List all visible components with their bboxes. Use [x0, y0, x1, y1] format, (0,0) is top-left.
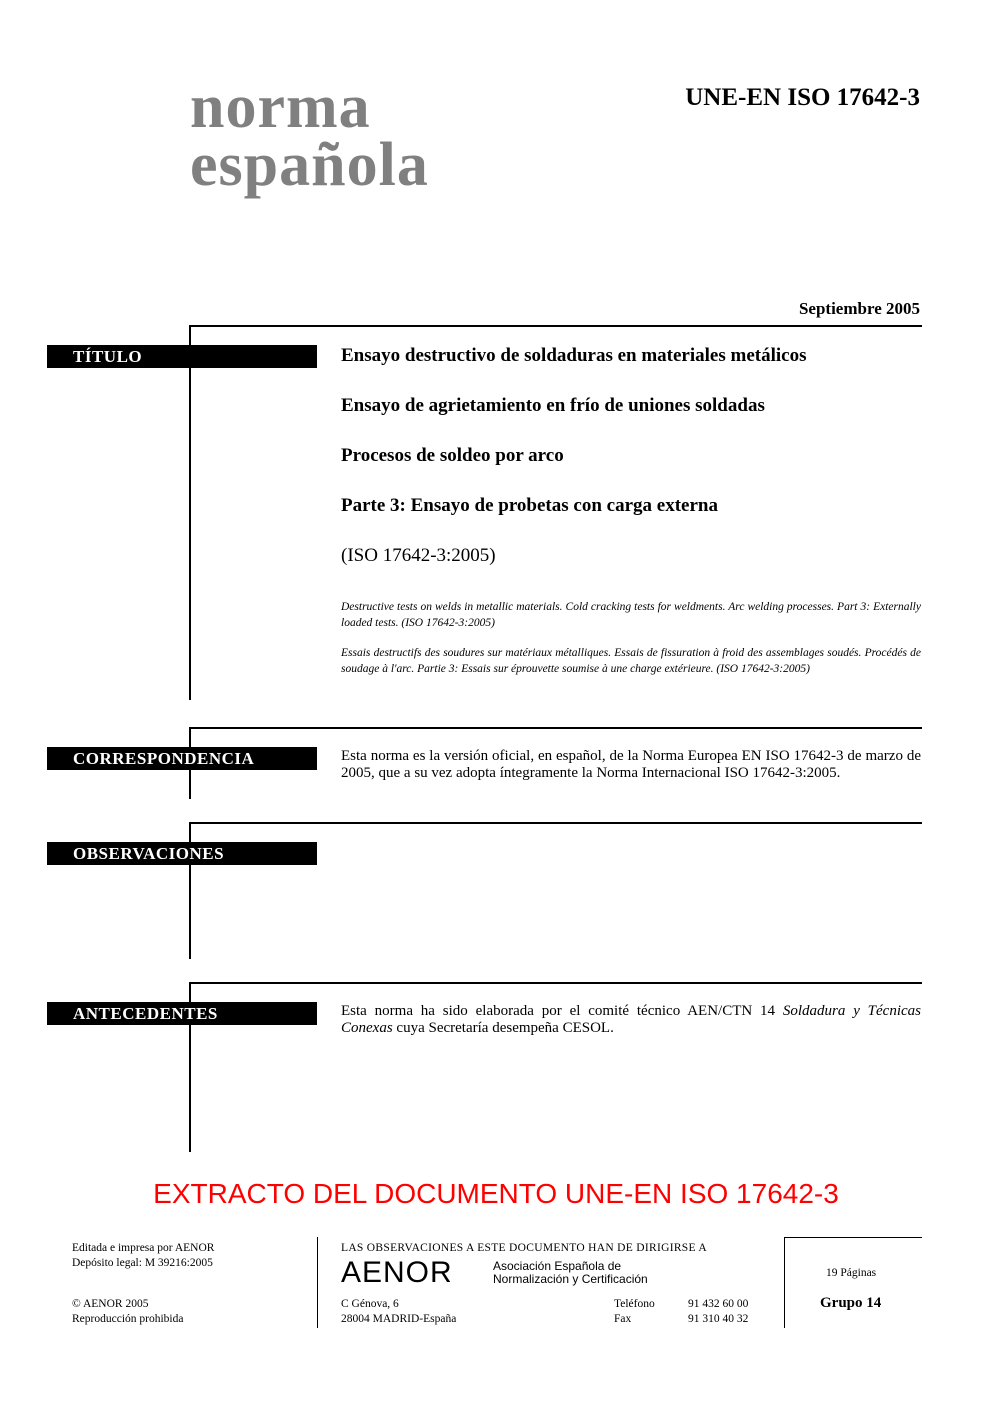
- footer-box-top: [784, 1237, 922, 1238]
- titulo-rule: [189, 325, 922, 327]
- address-line-1: C Génova, 6: [341, 1298, 399, 1310]
- aenor-name-line-2: Normalización y Certificación: [493, 1272, 648, 1286]
- address-line-2: 28004 MADRID-España: [341, 1313, 457, 1325]
- publication-date: Septiembre 2005: [798, 299, 920, 318]
- extract-notice: EXTRACTO DEL DOCUMENTO UNE-EN ISO 17642-3: [153, 1178, 839, 1209]
- deposito-legal: Depósito legal: M 39216:2005: [72, 1257, 213, 1269]
- titulo-vrule: [189, 325, 191, 700]
- copyright: © AENOR 2005: [72, 1298, 149, 1310]
- contact-numbers: [688, 1297, 748, 1327]
- title-line-4: Parte 3: Ensayo de probetas con carga externa: [341, 495, 718, 516]
- observaciones-dirigirse: LAS OBSERVACIONES A ESTE DOCUMENTO HAN DE DIRIGIRSE A: [341, 1242, 707, 1254]
- antecedentes-text-after: cuya Secretaría desempeña CESOL.: [392, 1020, 614, 1036]
- antecedentes-text-before: Esta norma ha sido elaborada por el comité técnico AEN/CTN 14: [341, 1003, 783, 1019]
- telefono-label: Teléfono: [614, 1298, 655, 1310]
- footer-copyright: [72, 1297, 183, 1327]
- aenor-name-line-1: Asociación Española de: [493, 1259, 622, 1273]
- fax-number: 91 310 40 32: [688, 1313, 749, 1325]
- aenor-logo: AENOR: [341, 1256, 453, 1289]
- aenor-full-name: [493, 1260, 648, 1286]
- fax-label: Fax: [614, 1313, 632, 1325]
- aenor-address: [341, 1297, 456, 1327]
- french-title: Essais destructifs des soudures sur matériaux métalliques. Essais de fissuration à froid des assemblages soudés. Procédés de soudage à l'arc. Partie 3: Essais sur éprouvette soumise à une charge extérieure. (ISO 17642-3:2005): [341, 647, 921, 675]
- page-count: 19 Páginas: [826, 1267, 877, 1279]
- antecedentes-rule: [189, 982, 922, 984]
- title-line-2: Ensayo de agrietamiento en frío de uniones soldadas: [341, 395, 765, 416]
- english-title: Destructive tests on welds in metallic materials. Cold cracking tests for weldments. Arc welding processes. Part 3: Externally loaded tests. (ISO 17642-3:2005): [341, 601, 921, 629]
- title-line-3: Procesos de soldeo por arco: [341, 445, 564, 466]
- brand-line-1: norma: [190, 73, 371, 141]
- correspondencia-rule: [189, 727, 922, 729]
- antecedentes-label: ANTECEDENTES: [47, 1002, 317, 1025]
- contact-labels: [614, 1297, 655, 1327]
- reproduction-notice: Reproducción prohibida: [72, 1313, 184, 1325]
- edited-by: Editada e impresa por AENOR: [72, 1242, 215, 1254]
- iso-reference: (ISO 17642-3:2005): [341, 545, 496, 566]
- observaciones-rule: [189, 822, 922, 824]
- correspondencia-text: Esta norma es la versión oficial, en español, de la Norma Europea EN ISO 17642-3 de marzo de 2005, que a su vez adopta íntegramente la Norma Internacional ISO 17642-3:2005.: [341, 748, 921, 781]
- footer-divider-right: [784, 1237, 785, 1328]
- brand-line-2: española: [190, 131, 429, 199]
- correspondencia-label: CORRESPONDENCIA: [47, 747, 317, 770]
- committee-name: Soldadura y Técnicas Conexas: [341, 1003, 922, 1036]
- document-id: UNE-EN ISO 17642-3: [685, 84, 920, 111]
- telefono-number: 91 432 60 00: [688, 1298, 749, 1310]
- observaciones-label: OBSERVACIONES: [47, 842, 317, 865]
- footer-edition: [72, 1241, 214, 1271]
- brand-title: [190, 73, 429, 199]
- titulo-label: TÍTULO: [47, 345, 317, 368]
- grupo: Grupo 14: [820, 1295, 882, 1311]
- title-line-1: Ensayo destructivo de soldaduras en materiales metálicos: [341, 345, 807, 366]
- footer-divider-left: [317, 1237, 318, 1328]
- antecedentes-text: [341, 1003, 921, 1037]
